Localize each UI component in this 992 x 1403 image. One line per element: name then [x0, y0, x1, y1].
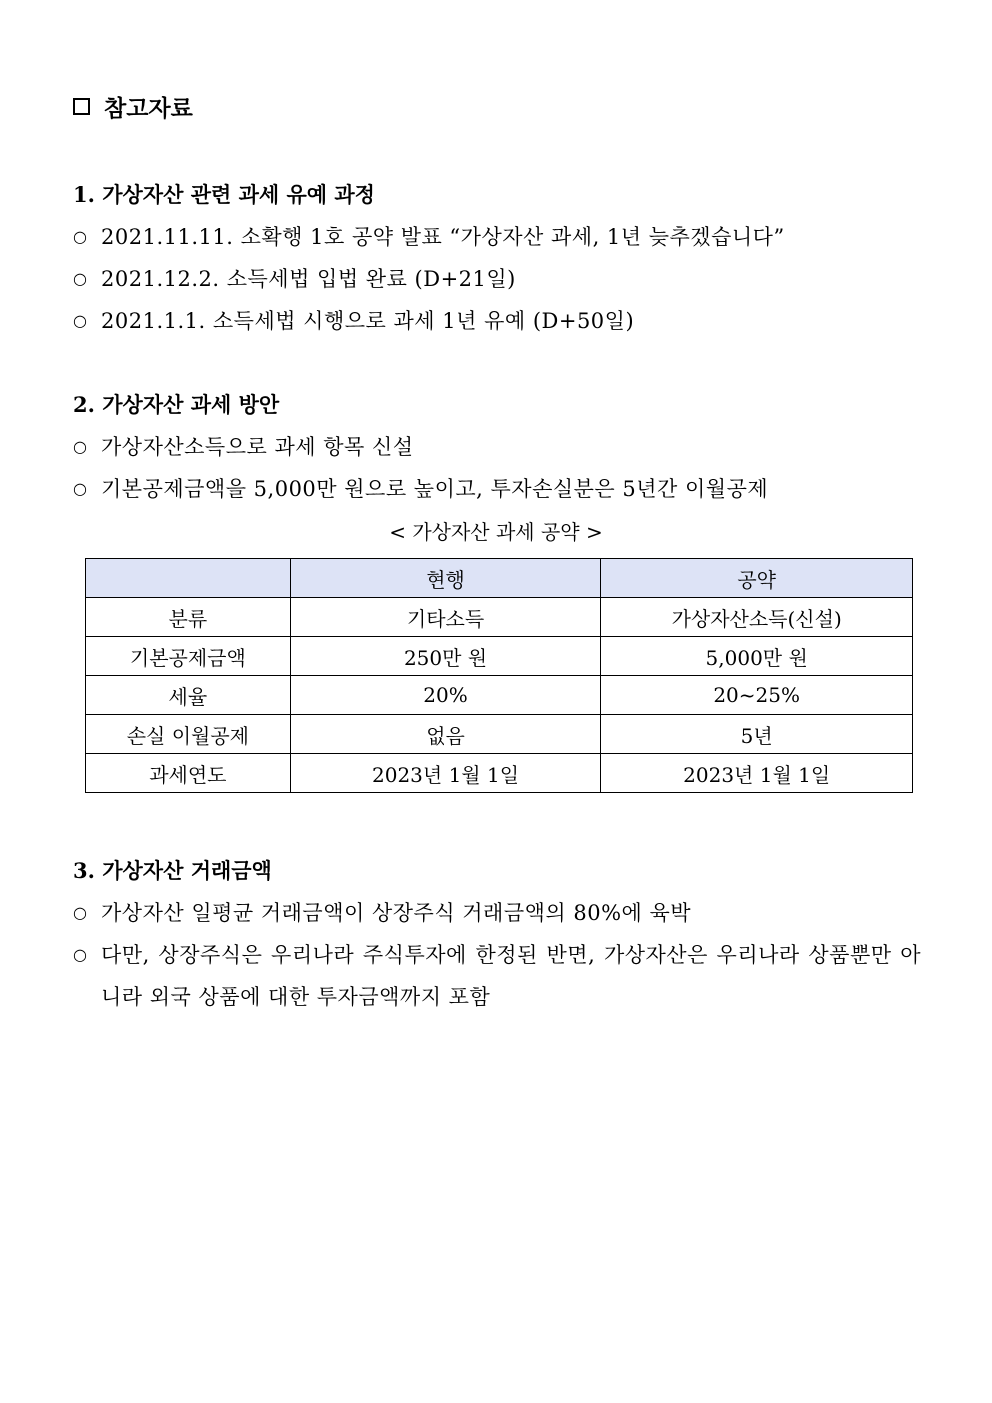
bullet-circle-icon: ○ [73, 945, 87, 964]
bullet-circle-icon: ○ [73, 269, 87, 288]
table-cell: 가상자산소득(신설) [601, 598, 913, 637]
table-cell: 2023년 1월 1일 [290, 754, 601, 793]
table-row [86, 598, 913, 637]
list-item: ○ 기본공제금액을 5,000만 원으로 높이고, 투자손실분은 5년간 이월공제 [73, 468, 923, 510]
section-2 [73, 384, 923, 510]
table-row [86, 637, 913, 676]
table-cell: 20~25% [601, 676, 913, 715]
table-cell: 5년 [601, 715, 913, 754]
list-item: ○ 2021.1.1. 소득세법 시행으로 과세 1년 유예 (D+50일) [73, 300, 923, 342]
table-cell: 5,000만 원 [601, 637, 913, 676]
bullet-circle-icon: ○ [73, 437, 87, 456]
page-title: 참고자료 [104, 95, 193, 122]
page-heading [73, 90, 193, 123]
table-caption: < 가상자산 과세 공약 > [389, 520, 603, 544]
table-cell: 과세연도 [86, 754, 291, 793]
table-header-cell: 공약 [601, 559, 913, 598]
bullet-circle-icon: ○ [73, 311, 87, 330]
table-header-cell: 현행 [290, 559, 601, 598]
bullet-circle-icon: ○ [73, 227, 87, 246]
table-cell: 손실 이월공제 [86, 715, 291, 754]
bullet-circle-icon: ○ [73, 479, 87, 498]
table-cell: 없음 [290, 715, 601, 754]
list-item: ○ 2021.12.2. 소득세법 입법 완료 (D+21일) [73, 258, 923, 300]
list-item: ○ 가상자산소득으로 과세 항목 신설 [73, 426, 923, 468]
table-row [86, 715, 913, 754]
table-cell: 기본공제금액 [86, 637, 291, 676]
section-title: 3. 가상자산 거래금액 [73, 858, 272, 883]
table-cell: 2023년 1월 1일 [601, 754, 913, 793]
section-3 [73, 850, 923, 1018]
bullet-circle-icon: ○ [73, 903, 87, 922]
policy-table [85, 558, 913, 793]
list-item: ○ 다만, 상장주식은 우리나라 주식투자에 한정된 반면, 가상자산은 우리나라 상품뿐만 아니라 외국 상품에 대한 투자금액까지 포함 [73, 934, 923, 1018]
list-item: ○ 가상자산 일평균 거래금액이 상장주식 거래금액의 80%에 육박 [73, 892, 923, 934]
list-item: ○ 2021.11.11. 소확행 1호 공약 발표 “가상자산 과세, 1년 늦추겠습니다” [73, 216, 923, 258]
table-cell: 20% [290, 676, 601, 715]
checkbox-icon [73, 98, 90, 115]
section-1 [73, 174, 923, 342]
table-cell: 기타소득 [290, 598, 601, 637]
section-title: 2. 가상자산 과세 방안 [73, 392, 280, 417]
table-cell: 세율 [86, 676, 291, 715]
section-title: 1. 가상자산 관련 과세 유예 과정 [73, 182, 375, 207]
table-cell: 분류 [86, 598, 291, 637]
table-header-row [86, 559, 913, 598]
table-cell: 250만 원 [290, 637, 601, 676]
table-row [86, 754, 913, 793]
table-row [86, 676, 913, 715]
table-header-cell [86, 559, 291, 598]
